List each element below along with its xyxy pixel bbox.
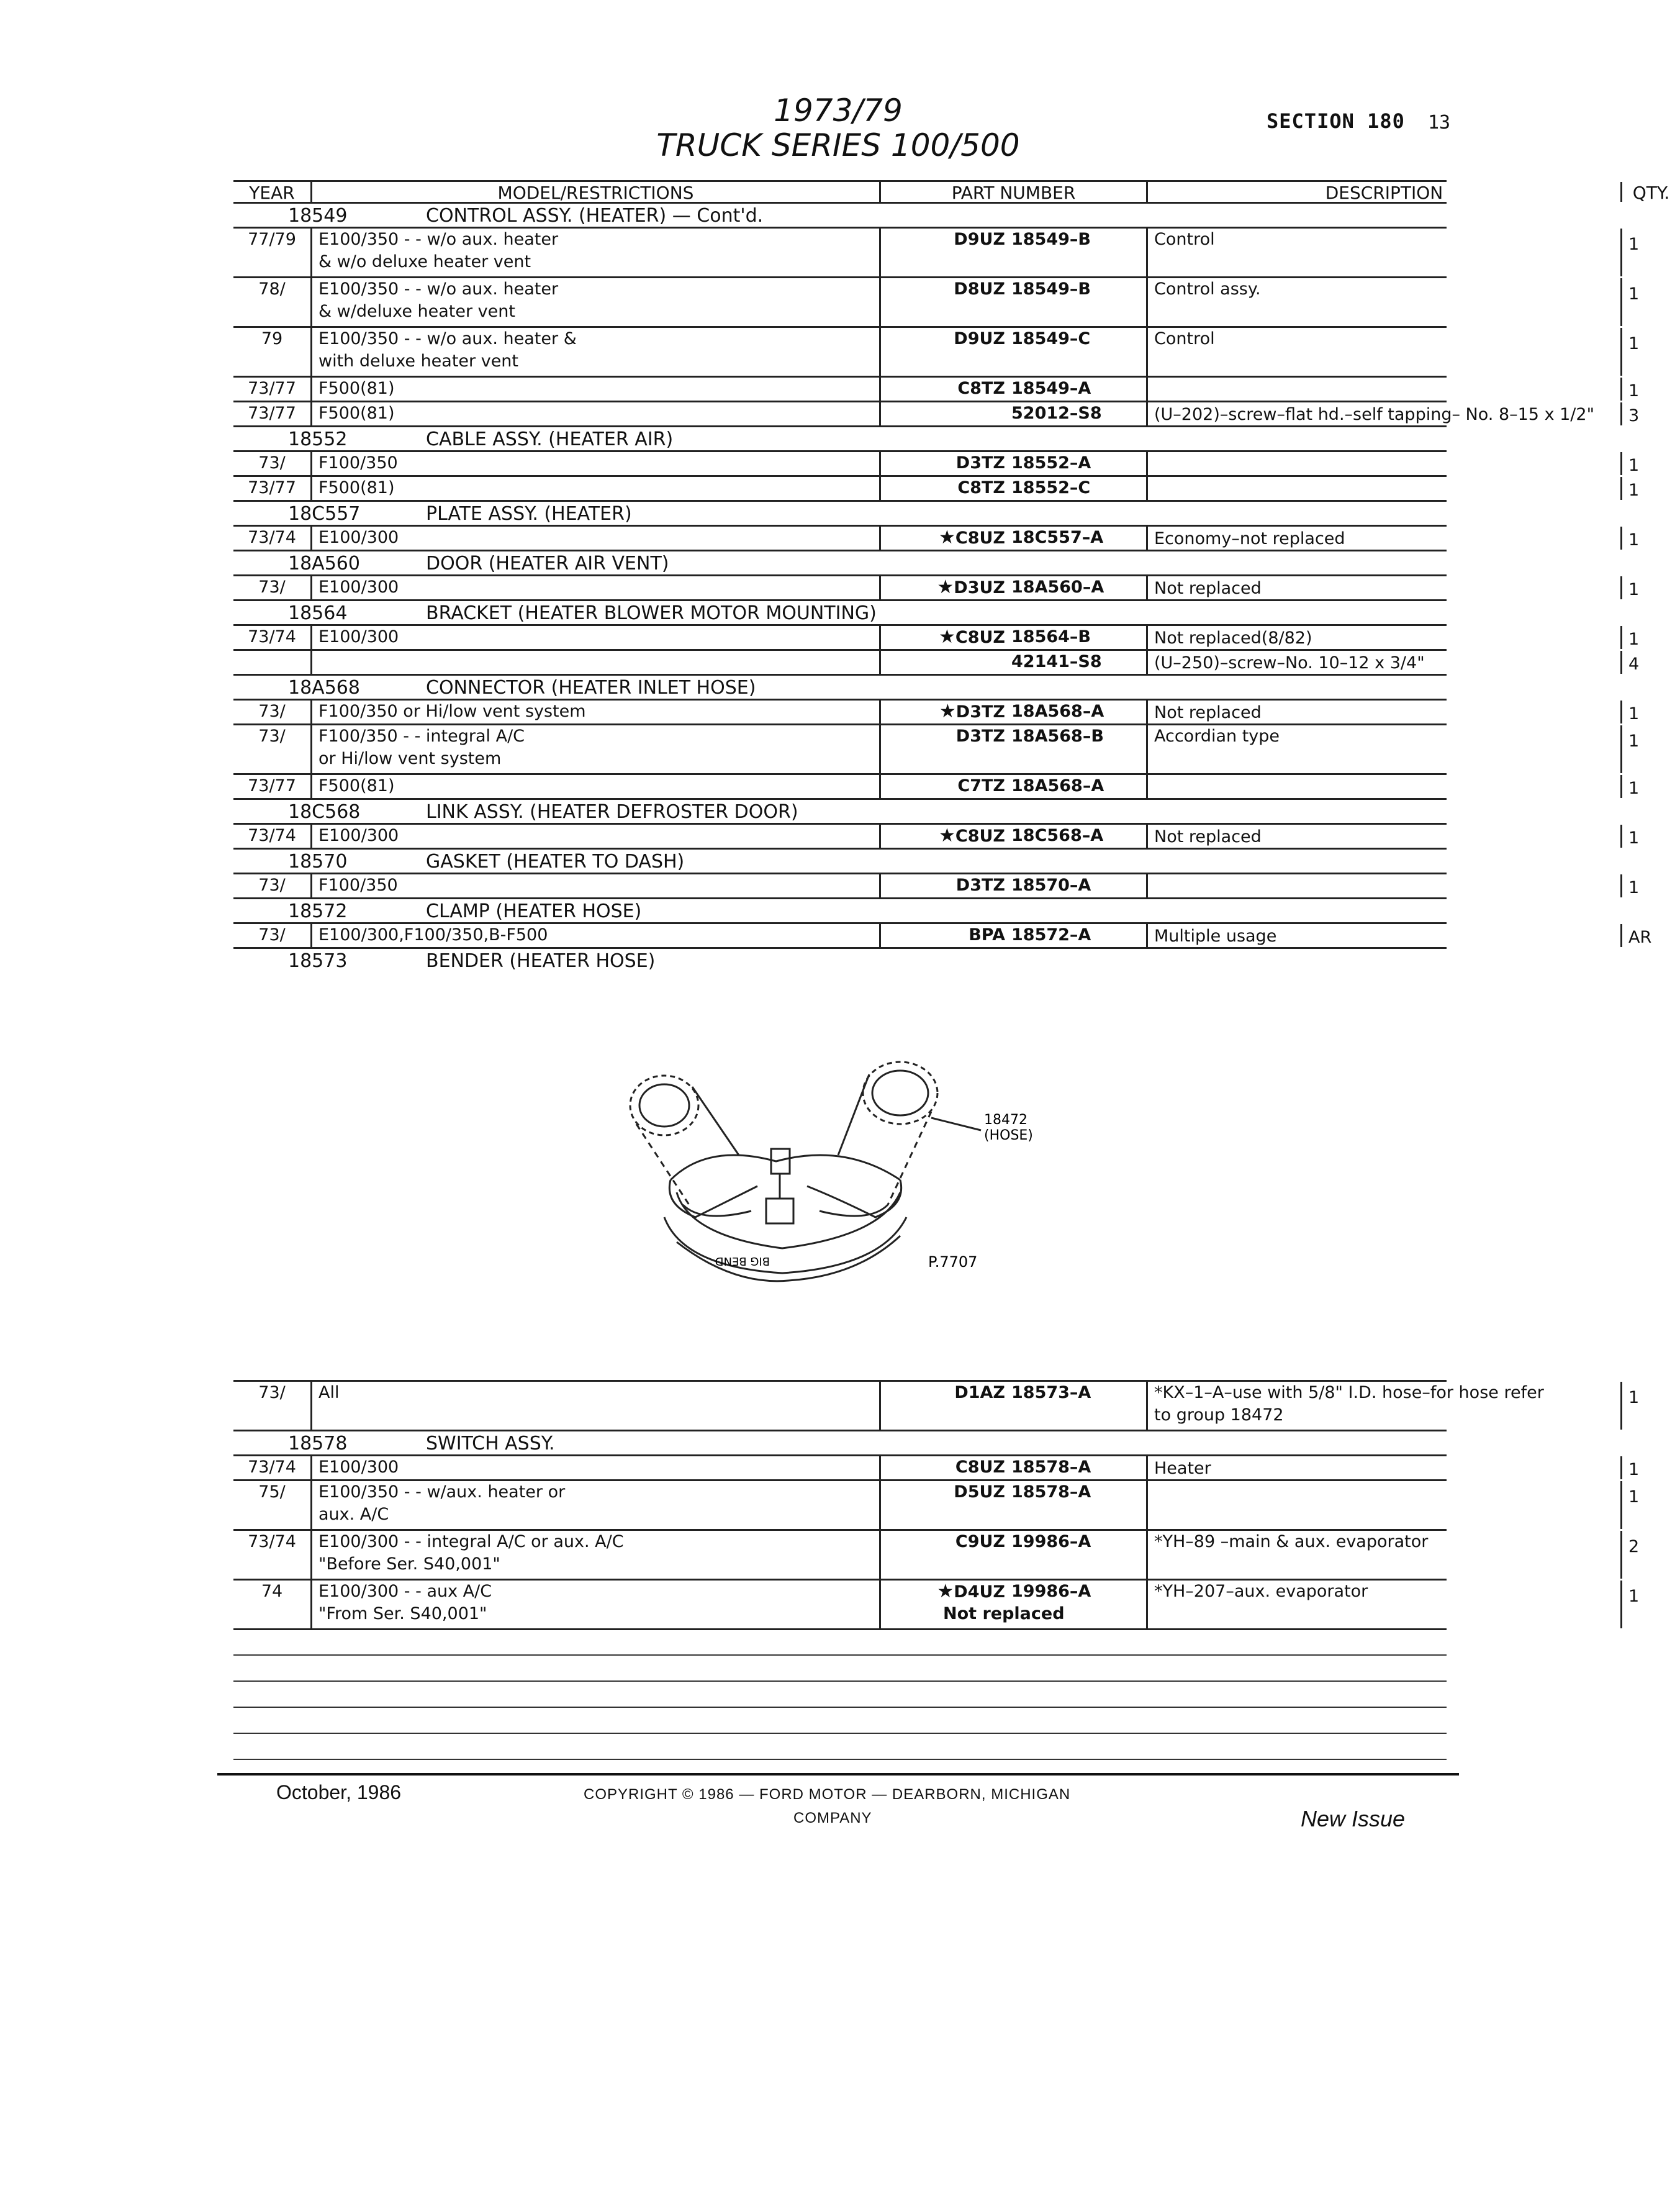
model-cell <box>310 328 879 376</box>
part-number-cell <box>879 725 1146 773</box>
qty-cell: 1 <box>1620 477 1680 500</box>
title-years: 1973/79 <box>774 93 903 129</box>
star-icon: ★ <box>938 626 955 648</box>
part-prefix <box>900 477 1005 499</box>
model-line: F100/350 or Hi/low vent system <box>318 702 586 721</box>
model-line: F500(81) <box>318 379 395 398</box>
part-prefix <box>900 924 1005 946</box>
part-row <box>233 825 1640 850</box>
group-name: PLATE ASSY. (HEATER) <box>426 503 632 525</box>
part-prefix <box>900 452 1005 474</box>
group-header-row <box>233 850 1447 874</box>
year-cell: 73/ <box>258 1383 286 1402</box>
qty-cell: 1 <box>1620 874 1680 897</box>
qty-cell: 1 <box>1620 725 1680 773</box>
description-cell <box>1146 1581 1620 1628</box>
year-cell: 73/74 <box>248 826 296 845</box>
part-row <box>233 378 1640 402</box>
part-number-cell <box>879 924 1146 947</box>
model-cell <box>310 924 879 947</box>
part-prefix-text: C8UZ <box>955 827 1005 846</box>
part-base-number: 42141–S8 <box>1011 652 1102 671</box>
part-prefix <box>900 725 1005 748</box>
year-cell: 73/77 <box>248 404 296 423</box>
part-prefix <box>900 874 1005 897</box>
part-prefix-text: C8UZ <box>955 628 1005 647</box>
model-cell <box>310 378 879 401</box>
model-cell <box>310 576 879 599</box>
qty-cell: AR <box>1620 924 1680 947</box>
qty-cell: 1 <box>1620 576 1680 599</box>
part-number-cell <box>879 626 1146 649</box>
part-row <box>233 452 1640 477</box>
description-cell: (U–202)–screw–flat hd.–self tapping– No. 8–15 x 1/2" <box>1146 402 1620 425</box>
model-line: aux. A/C <box>318 1505 389 1524</box>
group-number: 18564 <box>288 602 348 624</box>
part-base-number: 52012–S8 <box>1011 404 1102 423</box>
model-line: E100/300 <box>318 578 399 597</box>
year-cell: 73/ <box>258 453 286 473</box>
group-name: CABLE ASSY. (HEATER AIR) <box>426 429 674 450</box>
model-line: F500(81) <box>318 776 395 796</box>
part-prefix-text: D8UZ <box>954 279 1005 299</box>
part-prefix <box>900 1531 1005 1553</box>
description-cell <box>1146 775 1620 798</box>
qty-cell: 1 <box>1620 1581 1680 1628</box>
part-base-number: 18C568–A <box>1011 826 1104 845</box>
part-prefix-text: C8TZ <box>957 379 1005 398</box>
group-number: 18549 <box>288 205 348 227</box>
qty-cell: 1 <box>1620 1456 1680 1479</box>
year-cell: 73/77 <box>248 776 296 796</box>
part-number-cell <box>879 378 1146 401</box>
part-base-number: 18572–A <box>1011 925 1091 945</box>
parts-table-bottom <box>233 1380 1640 1630</box>
page-number: 13 <box>1428 112 1451 134</box>
group-number: 18552 <box>288 429 348 450</box>
blank-rule-2 <box>233 1680 1447 1682</box>
part-number-cell <box>879 1531 1146 1579</box>
part-number-cell <box>879 1581 1146 1628</box>
part-row <box>233 651 1640 676</box>
qty-cell: 1 <box>1620 1481 1680 1529</box>
model-cell <box>310 452 879 475</box>
model-line: E100/300 - - aux A/C <box>318 1582 492 1601</box>
group-number: 18A560 <box>288 553 360 574</box>
qty-cell: 1 <box>1620 278 1680 326</box>
description-cell: Accordian type <box>1146 725 1620 773</box>
group-name: LINK ASSY. (HEATER DEFROSTER DOOR) <box>426 801 798 823</box>
model-cell <box>310 651 879 674</box>
description-cell <box>1146 1531 1620 1579</box>
description-cell <box>1146 1382 1620 1430</box>
part-row <box>233 576 1640 601</box>
part-base-number: 18552–C <box>1011 478 1091 497</box>
description-cell: Multiple usage <box>1146 924 1620 947</box>
part-row <box>233 626 1640 651</box>
description-cell: Not replaced(8/82) <box>1146 626 1620 649</box>
model-line: "From Ser. S40,001" <box>318 1604 487 1623</box>
part-row <box>233 701 1640 725</box>
qty-cell: 1 <box>1620 452 1680 475</box>
part-number-cell <box>879 874 1146 897</box>
part-row <box>233 874 1640 899</box>
qty-cell: 1 <box>1620 328 1680 376</box>
blank-rule-5 <box>233 1759 1447 1760</box>
part-number-cell <box>879 701 1146 723</box>
group-header-row <box>233 601 1447 626</box>
group-number: 18573 <box>288 950 348 972</box>
footer-issue: New Issue <box>1301 1806 1406 1831</box>
year-cell: 74 <box>261 1582 283 1601</box>
description-cell: Control assy. <box>1146 278 1620 326</box>
group-header-row <box>233 899 1447 924</box>
description-line: Heater <box>1154 1459 1211 1478</box>
part-row <box>233 328 1640 378</box>
part-prefix <box>900 378 1005 400</box>
group-number: 18572 <box>288 900 348 922</box>
footer-company: COMPANY <box>793 1810 872 1826</box>
star-icon: ★ <box>938 825 955 846</box>
part-row <box>233 1481 1640 1531</box>
part-prefix-text: D3UZ <box>954 578 1005 597</box>
group-name: BRACKET (HEATER BLOWER MOTOR MOUNTING) <box>426 602 877 624</box>
description-cell: Not replaced <box>1146 576 1620 599</box>
description-cell: Not replaced <box>1146 701 1620 723</box>
description-cell: Not replaced <box>1146 825 1620 848</box>
star-icon: ★ <box>938 527 955 548</box>
part-prefix-text: C7TZ <box>957 776 1005 796</box>
description-line: *YH–89 –main & aux. evaporator <box>1154 1532 1429 1551</box>
description-cell <box>1146 378 1620 401</box>
part-base-number: 18A568–A <box>1011 776 1104 796</box>
model-cell <box>310 1531 879 1579</box>
part-prefix-text: C8UZ <box>955 528 1005 548</box>
model-line: & w/o deluxe heater vent <box>318 252 531 271</box>
group-name: BENDER (HEATER HOSE) <box>426 950 656 972</box>
description-line: *KX–1–A–use with 5/8" I.D. hose–for hose refer <box>1154 1383 1544 1402</box>
group-number: 18570 <box>288 851 348 873</box>
model-cell <box>310 1581 879 1628</box>
description-cell <box>1146 874 1620 897</box>
callout-number: 18472 <box>984 1112 1027 1128</box>
qty-cell: 1 <box>1620 1382 1680 1430</box>
description-cell: Control <box>1146 328 1620 376</box>
year-cell: 73/74 <box>248 1458 296 1477</box>
part-prefix-text: C8TZ <box>957 478 1005 497</box>
model-line: E100/300 <box>318 826 399 845</box>
part-base-number: 19986–A <box>1011 1532 1091 1551</box>
group-header-row <box>233 427 1447 452</box>
part-base-number: 18578–A <box>1011 1458 1091 1477</box>
qty-cell: 4 <box>1620 651 1680 674</box>
part-base-number: 18C557–A <box>1011 528 1104 547</box>
part-prefix-text: D9UZ <box>954 329 1005 348</box>
description-cell <box>1146 1481 1620 1529</box>
part-prefix <box>900 701 1005 723</box>
model-cell <box>310 1456 879 1479</box>
group-header-row <box>233 1431 1447 1456</box>
model-line: E100/300 <box>318 528 399 547</box>
part-number-cell <box>879 1456 1146 1479</box>
group-name: SWITCH ASSY. <box>426 1433 555 1454</box>
part-row <box>233 527 1640 551</box>
part-prefix <box>900 527 1005 550</box>
part-number-cell <box>879 775 1146 798</box>
bender-stamp-text: BIG BEND <box>715 1254 770 1268</box>
year-cell: 73/77 <box>248 379 296 398</box>
model-cell <box>310 1481 879 1529</box>
part-number-cell <box>879 1382 1146 1430</box>
table-header-row <box>233 180 1670 204</box>
part-base-number: 18578–A <box>1011 1482 1091 1502</box>
model-line: F100/350 - - integral A/C <box>318 727 525 746</box>
model-cell <box>310 1382 879 1430</box>
col-desc-header: DESCRIPTION <box>1146 182 1620 202</box>
group-number: 18C557 <box>288 503 361 525</box>
part-row <box>233 1456 1640 1481</box>
description-cell <box>1146 452 1620 475</box>
model-cell <box>310 626 879 649</box>
description-line: to group 18472 <box>1154 1405 1284 1425</box>
description-cell: Control <box>1146 229 1620 276</box>
star-icon: ★ <box>937 1581 954 1602</box>
model-line: with deluxe heater vent <box>318 351 519 371</box>
model-cell <box>310 825 879 848</box>
blank-rule-4 <box>233 1733 1447 1734</box>
part-base-number: 19986–A <box>1011 1582 1091 1601</box>
group-number: 18C568 <box>288 801 361 823</box>
blank-rule-1 <box>233 1654 1447 1656</box>
model-line: or Hi/low vent system <box>318 749 502 768</box>
model-line: E100/350 - - w/o aux. heater & <box>318 329 577 348</box>
part-prefix <box>900 576 1005 599</box>
part-prefix <box>900 1581 1005 1603</box>
blank-rule-3 <box>233 1707 1447 1708</box>
part-base-number: 18573–A <box>1011 1383 1091 1402</box>
year-cell: 73/74 <box>248 627 296 646</box>
group-header-row <box>233 204 1447 229</box>
part-prefix-text: D9UZ <box>954 230 1005 249</box>
model-line: F100/350 <box>318 876 398 895</box>
part-prefix-text: D5UZ <box>954 1482 1005 1502</box>
model-cell <box>310 775 879 798</box>
part-prefix <box>900 328 1005 350</box>
model-line: E100/300,F100/350,B-F500 <box>318 925 548 945</box>
part-row <box>233 1531 1640 1581</box>
description-cell: (U–250)–screw–No. 10–12 x 3/4" <box>1146 651 1620 674</box>
model-line: E100/300 - - integral A/C or aux. A/C <box>318 1532 624 1551</box>
group-name: CONNECTOR (HEATER INLET HOSE) <box>426 677 756 699</box>
year-cell: 73/ <box>258 925 286 945</box>
year-cell: 73/ <box>258 702 286 721</box>
part-row <box>233 477 1640 502</box>
part-prefix-text: D3TZ <box>955 702 1005 722</box>
part-prefix-text: D3TZ <box>955 453 1005 473</box>
part-number-cell <box>879 452 1146 475</box>
part-prefix-text: D3TZ <box>955 727 1005 746</box>
year-cell: 79 <box>261 329 283 348</box>
qty-cell: 2 <box>1620 1531 1680 1579</box>
part-number-cell <box>879 229 1146 276</box>
part-prefix-text: C9UZ <box>955 1532 1005 1551</box>
qty-cell: 1 <box>1620 527 1680 550</box>
model-cell <box>310 874 879 897</box>
part-row <box>233 725 1640 775</box>
year-cell: 73/ <box>258 876 286 895</box>
qty-cell: 1 <box>1620 775 1680 798</box>
part-number-cell <box>879 402 1146 425</box>
part-note: Not replaced <box>943 1604 1065 1623</box>
part-row <box>233 402 1640 427</box>
year-cell: 77/79 <box>248 230 296 249</box>
model-line: E100/300 <box>318 627 399 646</box>
qty-cell: 1 <box>1620 626 1680 649</box>
part-number-cell <box>879 825 1146 848</box>
part-prefix-text: C8UZ <box>955 1458 1005 1477</box>
part-base-number: 18564–B <box>1011 627 1091 646</box>
model-cell <box>310 402 879 425</box>
year-cell <box>233 651 310 674</box>
model-line: F100/350 <box>318 453 398 473</box>
year-cell: 73/ <box>258 578 286 597</box>
part-prefix <box>900 825 1005 848</box>
star-icon: ★ <box>939 701 956 722</box>
model-cell <box>310 477 879 500</box>
model-cell <box>310 725 879 773</box>
part-prefix <box>900 775 1005 797</box>
description-cell <box>1146 477 1620 500</box>
group-name: CONTROL ASSY. (HEATER) — Cont'd. <box>426 205 764 227</box>
page-title <box>621 93 1055 163</box>
part-row <box>233 924 1652 949</box>
group-number: 18578 <box>288 1433 348 1454</box>
illustration-reference: P.7707 <box>928 1253 978 1271</box>
title-series: TRUCK SERIES 100/500 <box>656 127 1020 163</box>
model-line: "Before Ser. S40,001" <box>318 1554 500 1574</box>
model-line: E100/350 - - w/aux. heater or <box>318 1482 566 1502</box>
year-cell: 73/74 <box>248 1532 296 1551</box>
model-line: All <box>318 1383 340 1402</box>
part-number-cell <box>879 576 1146 599</box>
group-name: DOOR (HEATER AIR VENT) <box>426 553 669 574</box>
part-row <box>233 1382 1640 1431</box>
part-base-number: 18A560–A <box>1011 578 1104 597</box>
group-number: 18A568 <box>288 677 360 699</box>
part-prefix <box>900 1456 1005 1479</box>
part-number-cell <box>879 477 1146 500</box>
part-number-cell <box>879 651 1146 674</box>
part-base-number: 18A568–A <box>1011 702 1104 721</box>
part-base-number: 18549–A <box>1011 379 1091 398</box>
model-cell <box>310 701 879 723</box>
section-label: SECTION 180 <box>1267 109 1405 133</box>
group-name: GASKET (HEATER TO DASH) <box>426 851 685 873</box>
col-model-header: MODEL/RESTRICTIONS <box>310 182 879 202</box>
description-line: *YH–207–aux. evaporator <box>1154 1582 1368 1601</box>
description-cell <box>1146 1456 1620 1479</box>
footer-date: October, 1986 <box>276 1781 402 1803</box>
parts-table-top <box>233 180 1670 974</box>
part-prefix <box>900 626 1005 649</box>
year-cell: 78/ <box>258 279 286 299</box>
callout-label: (HOSE) <box>984 1128 1033 1143</box>
group-header-row <box>233 502 1447 527</box>
part-prefix <box>900 1481 1005 1503</box>
col-year-header: YEAR <box>249 183 295 203</box>
heater-hose-bender-illustration <box>608 1050 1080 1317</box>
group-header-row <box>233 949 1447 974</box>
part-base-number: 18570–A <box>1011 876 1091 895</box>
part-row <box>233 229 1640 278</box>
part-prefix <box>900 278 1005 301</box>
part-number-cell <box>879 1481 1146 1529</box>
model-line: E100/350 - - w/o aux. heater <box>318 279 559 299</box>
part-prefix-text: D1AZ <box>954 1383 1005 1402</box>
part-base-number: 18549–B <box>1011 279 1091 299</box>
group-header-row <box>233 676 1447 701</box>
part-number-cell <box>879 278 1146 326</box>
star-icon: ★ <box>937 576 954 598</box>
col-qty-header: QTY. <box>1620 182 1680 202</box>
model-line: F500(81) <box>318 404 395 423</box>
part-base-number: 18552–A <box>1011 453 1091 473</box>
part-prefix-text: D4UZ <box>954 1582 1005 1602</box>
model-line: E100/350 - - w/o aux. heater <box>318 230 559 249</box>
part-row <box>233 775 1640 800</box>
qty-cell: 1 <box>1620 701 1680 723</box>
qty-cell: 1 <box>1620 825 1680 848</box>
group-header-row <box>233 800 1447 825</box>
part-number-cell <box>879 328 1146 376</box>
part-number-cell <box>879 527 1146 550</box>
model-line: & w/deluxe heater vent <box>318 302 515 321</box>
part-prefix <box>900 1382 1005 1404</box>
col-part-header: PART NUMBER <box>879 182 1146 202</box>
part-base-number: 18549–C <box>1011 329 1091 348</box>
part-row <box>233 1581 1640 1630</box>
part-prefix-text: BPA <box>969 925 1005 945</box>
part-base-number: 18A568–B <box>1011 727 1104 746</box>
description-cell: Economy–not replaced <box>1146 527 1620 550</box>
footer-rule <box>217 1773 1459 1776</box>
qty-cell: 1 <box>1620 229 1680 276</box>
year-cell: 73/77 <box>248 478 296 497</box>
year-cell: 73/ <box>258 727 286 746</box>
model-cell <box>310 278 879 326</box>
part-prefix <box>900 229 1005 251</box>
qty-cell: 1 <box>1620 378 1680 401</box>
year-cell: 73/74 <box>248 528 296 547</box>
group-header-row <box>233 551 1447 576</box>
group-name: CLAMP (HEATER HOSE) <box>426 900 642 922</box>
bender-drawing <box>608 1050 1080 1317</box>
model-cell <box>310 527 879 550</box>
model-line: E100/300 <box>318 1458 399 1477</box>
qty-cell: 3 <box>1620 402 1680 425</box>
footer-copyright: COPYRIGHT © 1986 — FORD MOTOR — DEARBORN, MICHIGAN <box>584 1786 1071 1803</box>
part-prefix-text: D3TZ <box>955 876 1005 895</box>
part-row <box>233 278 1640 328</box>
model-cell <box>310 229 879 276</box>
part-base-number: 18549–B <box>1011 230 1091 249</box>
year-cell: 75/ <box>258 1482 286 1502</box>
model-line: F500(81) <box>318 478 395 497</box>
